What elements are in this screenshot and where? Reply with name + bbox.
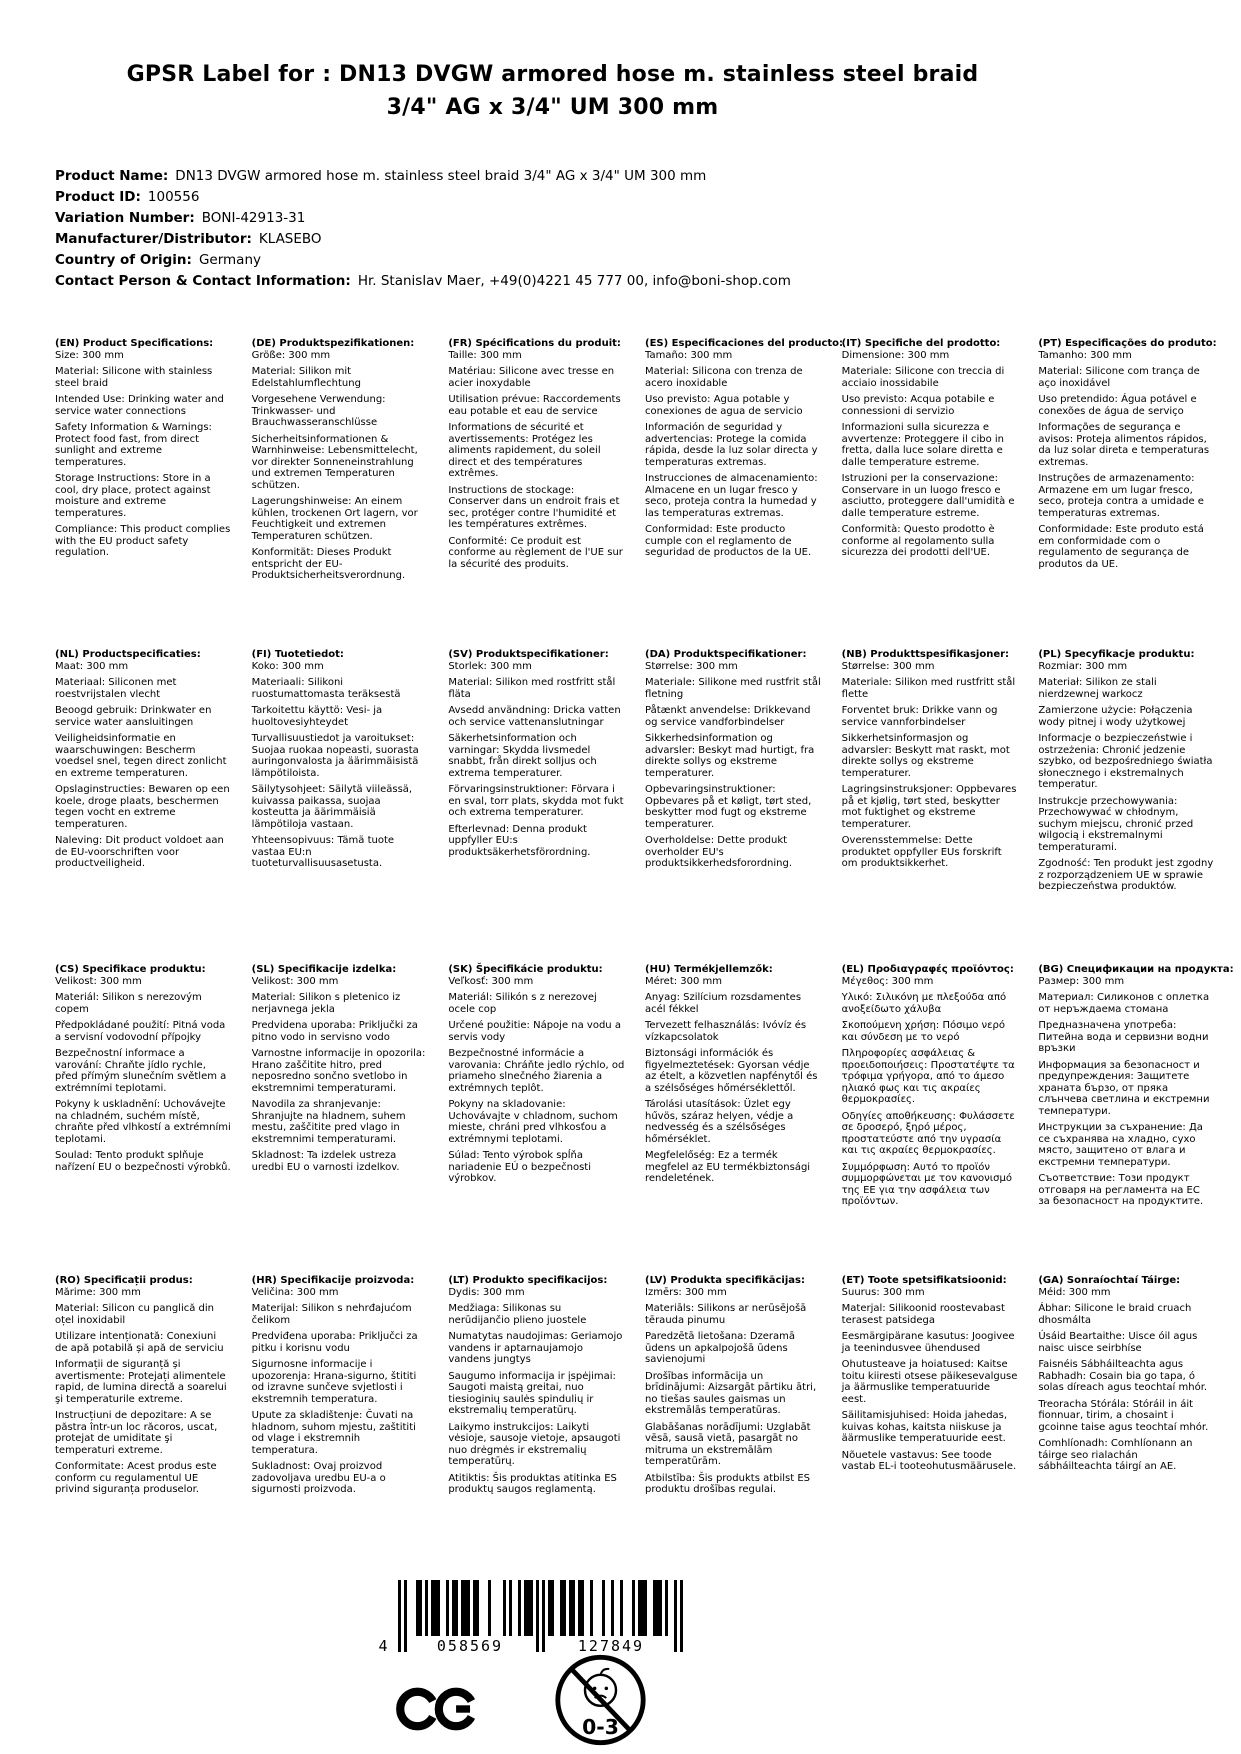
spec-line: Σκοπούμενη χρήση: Πόσιμο νερό και σύνδεση με το νερό xyxy=(841,1020,1005,1043)
spec-line: Οδηγίες αποθήκευσης: Φυλάσσετε σε δροσερό, ξηρό μέρος, προστατεύστε από την υγρασία και τις ακραίες θερμοκρασίες. xyxy=(841,1110,1015,1156)
barcode-right-digits: 127849 xyxy=(550,1637,672,1655)
spec-line: Conformidade: Este produto está em conformidade com o regulamento de segurança de produtos da UE. xyxy=(1038,524,1204,570)
product-info xyxy=(55,166,791,292)
spec-line: Größe: 300 mm xyxy=(251,349,331,361)
spec-line: Veľkosť: 300 mm xyxy=(448,975,534,987)
spec-line: Předpokládané použití: Pitná voda a servisní vodovodní přípojky xyxy=(55,1020,226,1043)
spec-line: Uso previsto: Acqua potabile e connessioni di servizio xyxy=(841,394,995,417)
spec-line: Informații de siguranță și avertismente: Protejați alimentele rapid, de lumina directă a soarelui şi temperaturile extreme. xyxy=(55,1359,227,1405)
lang-block-da xyxy=(645,649,821,893)
spec-line: Utilizare intenționată: Conexiuni de apă potabilă și apă de serviciu xyxy=(55,1331,224,1354)
spec-line: Storage Instructions: Store in a cool, dry place, protect against moisture and extreme temperatures. xyxy=(55,473,211,519)
ean-barcode xyxy=(376,1580,706,1658)
spec-line: Materiaali: Silikoni ruostumattomasta teräksestä xyxy=(251,677,401,700)
spec-line: Material: Silikon s pletenico iz nerjavnega jekla xyxy=(251,992,401,1015)
spec-line: Ohutusteave ja hoiatused: Kaitse toitu kiiresti otsese päikesevalguse ja äärmuslike temperatuuride eest. xyxy=(841,1359,1018,1405)
spec-line: Forventet bruk: Drikke vann og service vannforbindelser xyxy=(841,705,998,728)
spec-line: Instrukcje przechowywania: Przechowywać w chłodnym, suchym miejscu, chronić przed wilgocią i ekstremalnymi temperaturami. xyxy=(1038,795,1194,853)
spec-line: Velikost: 300 mm xyxy=(55,975,142,987)
spec-line: Материал: Силиконов с оплетка от неръждаема стомана xyxy=(1038,992,1210,1015)
product-field-label: Manufacturer/Distributor: xyxy=(55,231,252,247)
lang-block-title: (HU) Termékjellemzők: xyxy=(645,964,773,975)
spec-line: Skladnost: Ta izdelek ustreza uredbi EU o varnosti izdelkov. xyxy=(251,1150,400,1173)
spec-line: Overensstemmelse: Dette produktet oppfyller EUs forskrift om produktsikkerhet. xyxy=(841,835,1002,869)
lang-block-title: (SK) Špecifikácie produktu: xyxy=(448,964,603,975)
product-field-label: Contact Person & Contact Information: xyxy=(55,273,351,289)
spec-line: Størrelse: 300 mm xyxy=(645,660,738,672)
lang-block-title: (EN) Product Specifications: xyxy=(55,338,214,349)
spec-line: Medžiaga: Silikonas su nerūdijančio plieno juostele xyxy=(448,1303,587,1326)
lang-block-title: (ET) Toote spetsifikatsioonid: xyxy=(841,1275,1007,1286)
spec-line: Vorgesehene Verwendung: Trinkwasser- und Brauchwasseranschlüsse xyxy=(251,394,386,428)
barcode-system-digit: 4 xyxy=(378,1637,390,1655)
spec-line: Predvidena uporaba: Priključki za pitno vodo in servisno vodo xyxy=(251,1020,418,1043)
spec-line: Materiale: Silikon med rustfritt stål flette xyxy=(841,677,1016,700)
spec-line: Drošības informācija un brīdinājumi: Aizsargāt pārtiku ātri, no tiešas saules gaismas un ekstremālās temperatūras. xyxy=(645,1370,817,1416)
spec-line: Pokyny na skladovanie: Uchovávajte v chladnom, suchom mieste, chráni pred vlhkosťou a extrémnymi teplotami. xyxy=(448,1099,618,1145)
spec-line: Méret: 300 mm xyxy=(645,975,723,987)
lang-block-fi xyxy=(252,649,428,893)
spec-line: Material: Silikon med rostfritt stål fläta xyxy=(448,677,616,700)
spec-line: Bezpečnostné informácie a varovania: Chráňte jedlo rýchlo, od priameho slnečného žiarenia a extrémnych teplôt. xyxy=(448,1048,625,1094)
product-field-label: Product Name: xyxy=(55,168,169,184)
lang-block-title: (BG) Спецификации на продукта: xyxy=(1038,964,1234,975)
lang-block-lt xyxy=(448,1275,624,1496)
spec-line: Uso previsto: Agua potable y conexiones de agua de servicio xyxy=(645,394,803,417)
spec-line: Conformità: Questo prodotto è conforme al regolamento sulla sicurezza dei prodotti dell'UE. xyxy=(841,524,995,558)
spec-line: Nõuetele vastavus: See toode vastab EL-i tooteohutusmäärusele. xyxy=(841,1449,1017,1472)
spec-line: Material: Silicon cu panglică din oțel inoxidabil xyxy=(55,1303,214,1326)
spec-line: Sukladnost: Ovaj proizvod zadovoljava uredbu EU-a o sigurnosti proizvoda. xyxy=(251,1461,386,1495)
spec-line: Maat: 300 mm xyxy=(55,660,129,672)
spec-line: Información de seguridad y advertencias: Protege la comida rápida, desde la luz solar directa y temperaturas extremas. xyxy=(645,422,818,468)
spec-line: Tervezett felhasználás: Ivóvíz és vízkapcsolatok xyxy=(645,1020,807,1043)
spec-line: Méid: 300 mm xyxy=(1038,1286,1111,1298)
lang-block-hu xyxy=(645,964,821,1208)
spec-line: Lagerungshinweise: An einem kühlen, trockenen Ort lagern, vor Feuchtigkeit und extremen Temperaturen schützen. xyxy=(251,496,418,542)
spec-line: Instructions de stockage: Conserver dans un endroit frais et sec, protéger contre l'humidité et les températures extrêmes. xyxy=(448,484,620,530)
page-title-line2: 3/4" AG x 3/4" UM 300 mm xyxy=(386,95,719,120)
spec-line: Saugumo informacija ir įspėjimai: Saugoti maistą greitai, nuo tiesioginių saulės spindulių ir ekstremalių temperatūrų. xyxy=(448,1370,616,1416)
lang-block-title: (SL) Specifikacije izdelka: xyxy=(251,964,397,975)
lang-block-et xyxy=(842,1275,1018,1496)
spec-row-1 xyxy=(55,338,1235,582)
spec-line: Tárolási utasítások: Üzlet egy hűvös, száraz helyen, védje a nedvesség és a szélsőséges hőmérséklet. xyxy=(645,1099,794,1145)
spec-line: Instruções de armazenamento: Armazene em um lugar fresco, seco, proteja contra a umidade e temperaturas extremas. xyxy=(1038,473,1204,519)
spec-line: Sikkerhedsinformation og advarsler: Beskyt mad hurtigt, fra direkte sollys og ekstreme temperaturer. xyxy=(645,733,815,779)
lang-block-title: (PT) Especificações do produto: xyxy=(1038,338,1217,349)
spec-line: Úsáid Beartaithe: Uisce óil agus naisc uisce seirbhíse xyxy=(1038,1331,1198,1354)
spec-line: Materjal: Silikoonid roostevabast terasest patsidega xyxy=(841,1303,1005,1326)
lang-block-title: (FI) Tuotetiedot: xyxy=(251,649,344,660)
spec-line: Predviđena uporaba: Priključci za pitku i korisnu vodu xyxy=(251,1331,418,1354)
spec-line: Comhlíonadh: Comhlíonann an táirge seo rialachán sábháilteachta táirgí an AE. xyxy=(1038,1438,1193,1472)
lang-block-sv xyxy=(448,649,624,893)
spec-line: Avsedd användning: Dricka vatten och service vattenanslutningar xyxy=(448,705,621,728)
lang-block-title: (DE) Produktspezifikationen: xyxy=(251,338,415,349)
spec-line: Инструкции за съхранение: Да се съхранява на хладно, сухо място, защитено от влага и екстремни температури. xyxy=(1038,1122,1203,1168)
spec-line: Conformité: Ce produit est conforme au règlement de l'UE sur la sécurité des produits. xyxy=(448,535,623,570)
product-field-value: Hr. Stanislav Maer, +49(0)4221 45 777 00, info@boni-shop.com xyxy=(357,273,791,289)
page-title xyxy=(0,58,1105,124)
lang-block-fr xyxy=(448,338,624,582)
spec-line: Tamaño: 300 mm xyxy=(645,349,733,361)
spec-line: Atitiktis: Šis produktas atitinka ES produktų saugos reglamentą. xyxy=(448,1472,617,1495)
contact-info-row xyxy=(55,271,791,292)
spec-line: Förvaringsinstruktioner: Förvara i en sval, torr plats, skydda mot fukt och extrema temperaturer. xyxy=(448,784,624,818)
spec-line: Materiale: Silicone con treccia di acciaio inossidabile xyxy=(841,366,1005,389)
lang-block-title: (LT) Produkto specifikacijos: xyxy=(448,1275,608,1286)
lang-block-nl xyxy=(55,649,231,893)
lang-block-title: (FR) Spécifications du produit: xyxy=(448,338,621,349)
spec-line: Anyag: Szilícium rozsdamentes acél fékkel xyxy=(645,992,802,1015)
spec-line: Säkerhetsinformation och varningar: Skydda livsmedel snabbt, från direkt solljus och extrema temperaturer. xyxy=(448,733,597,779)
product-field-label: Variation Number: xyxy=(55,210,195,226)
spec-line: Materiaal: Siliconen met roestvrijstalen vlecht xyxy=(55,677,177,700)
spec-line: Materiál: Silikón s z nerezovej ocele cop xyxy=(448,992,597,1015)
spec-line: Megfelelőség: Ez a termék megfelel az EU termékbiztonsági rendeletének. xyxy=(645,1150,811,1184)
spec-line: Sicherheitsinformationen & Warnhinweise: Lebensmittelecht, vor direkter Sonneneinstrahlung und extremen Temperaturen schützen. xyxy=(251,433,418,491)
spec-line: Veličina: 300 mm xyxy=(251,1286,339,1298)
spec-line: Treoracha Stórála: Stóráil in áit fionnuar, tirim, a chosaint i gcoinne taise agus teochtaí mhór. xyxy=(1038,1398,1209,1433)
page-title-line1: GPSR Label for : DN13 DVGW armored hose m. stainless steel braid xyxy=(126,62,979,87)
country-of-origin-row xyxy=(55,250,791,271)
spec-line: Dydis: 300 mm xyxy=(448,1286,525,1298)
lang-block-title: (ES) Especificaciones del producto: xyxy=(645,338,844,349)
spec-line: Opslaginstructies: Bewaren op een koele, droge plaats, beschermen tegen vocht en extreme temperaturen. xyxy=(55,784,230,830)
lang-block-es xyxy=(645,338,844,582)
spec-line: Intended Use: Drinking water and service water connections xyxy=(55,394,224,417)
barcode-left-digits: 058569 xyxy=(409,1637,531,1655)
spec-line: Bezpečnostní informace a varování: Chraňte jídlo rychle, před přímým slunečním světlem a extrémními teplotami. xyxy=(55,1048,227,1094)
spec-line: Materijal: Silikon s nehrđajućom čelikom xyxy=(251,1303,412,1326)
spec-line: Предназначена употреба: Питейна вода и сервизни водни връзки xyxy=(1038,1020,1209,1054)
spec-line: Material: Silikon mit Edelstahlumflechtung xyxy=(251,366,361,389)
spec-line: Súlad: Tento výrobok spĺňa nariadenie EÚ o bezpečnosti výrobkov. xyxy=(448,1150,591,1184)
lang-block-nb xyxy=(842,649,1018,893)
spec-line: Sikkerhetsinformasjon og advarsler: Beskytt mat raskt, mot direkte sollys og ekstreme temperaturer. xyxy=(841,733,1010,779)
spec-line: Koko: 300 mm xyxy=(251,660,324,672)
lang-block-de xyxy=(252,338,428,582)
lang-block-lv xyxy=(645,1275,821,1496)
spec-line: Určené použitie: Nápoje na vodu a servis vody xyxy=(448,1020,621,1043)
spec-line: Overholdelse: Dette produkt overholder EU's produktsikkerhedsforordning. xyxy=(645,835,793,869)
spec-line: Biztonsági információk és figyelmeztetések: Gyorsan védje az ételt, a közvetlen napfénytől és a szélsőséges hőmérséklettől. xyxy=(645,1048,818,1094)
lang-block-ro xyxy=(55,1275,231,1496)
spec-line: Konformität: Dieses Produkt entspricht der EU-Produktsicherheitsverordnung. xyxy=(251,547,406,581)
spec-line: Sigurnosne informacije i upozorenja: Hrana-sigurno, štititi od izravne sunčeve svjetlosti i ekstremnih temperatura. xyxy=(251,1359,417,1405)
spec-line: Информация за безопасност и предупреждения: Защитете храната бързо, от пряка слънчева светлина и екстремни температури. xyxy=(1038,1059,1210,1117)
spec-line: Varnostne informacije in opozorila: Hrano zaščitite hitro, pred neposredno sončno svetlobo in ekstremnimi temperaturami. xyxy=(251,1048,426,1094)
lang-block-pl xyxy=(1038,649,1214,893)
variation-number-row xyxy=(55,208,791,229)
lang-block-title: (RO) Specificații produs: xyxy=(55,1275,193,1286)
lang-block-title: (PL) Specyfikacje produktu: xyxy=(1038,649,1195,660)
lang-block-title: (DA) Produktspecifikationer: xyxy=(645,649,807,660)
spec-line: Utilisation prévue: Raccordements eau potable et eau de service xyxy=(448,394,621,417)
spec-line: Izmērs: 300 mm xyxy=(645,1286,727,1298)
spec-line: Størrelse: 300 mm xyxy=(841,660,935,672)
spec-line: Materiál: Silikon s nerezovým copem xyxy=(55,992,202,1015)
spec-line: Efterlevnad: Denna produkt uppfyller EU:s produktsäkerhetsförordning. xyxy=(448,823,591,858)
lang-block-title: (HR) Specifikacije proizvoda: xyxy=(251,1275,415,1286)
lang-block-title: (SV) Produktspecifikationer: xyxy=(448,649,609,660)
spec-line: Navodila za shranjevanje: Shranjujte na hladnem, suhem mestu, zaščitite pred vlago in ekstremnimi temperaturami. xyxy=(251,1099,406,1145)
spec-line: Zgodność: Ten produkt jest zgodny z rozporządzeniem UE w sprawie bezpieczeństwa produktów. xyxy=(1038,858,1214,892)
spec-line: Tarkoitettu käyttö: Vesi- ja huoltovesiyhteydet xyxy=(251,705,383,728)
lang-block-title: (CS) Specifikace produktu: xyxy=(55,964,206,975)
product-field-value: 100556 xyxy=(147,189,200,205)
spec-line: Safety Information & Warnings: Protect food fast, from direct sunlight and extreme temperatures. xyxy=(55,422,212,468)
spec-line: Συμμόρφωση: Αυτό το προϊόν συμμορφώνεται με τον κανονισμό της ΕΕ για την ασφάλεια των προϊόντων. xyxy=(841,1161,1012,1207)
spec-line: Instrucțiuni de depozitare: A se păstra într-un loc răcoros, uscat, protejat de umiditate şi temperaturi extreme. xyxy=(55,1410,218,1456)
lang-block-title: (NB) Produkttspesifikasjoner: xyxy=(841,649,1010,660)
spec-line: Numatytas naudojimas: Geriamojo vandens ir aptarnaujamojo vandens jungtys xyxy=(448,1331,623,1365)
spec-line: Påtænkt anvendelse: Drikkevand og service vandforbindelser xyxy=(645,705,811,728)
spec-line: Conformitate: Acest produs este conform cu regulamentul UE privind siguranța produselor. xyxy=(55,1461,217,1495)
lang-block-pt xyxy=(1038,338,1217,582)
lang-block-it xyxy=(842,338,1018,582)
spec-line: Laikymo instrukcijos: Laikyti vėsioje, sausoje vietoje, apsaugoti nuo drėgmės ir ekstremalių temperatūrų. xyxy=(448,1421,621,1467)
spec-line: Uso pretendido: Água potável e conexões de água de serviço xyxy=(1038,394,1197,417)
spec-line: Informacje o bezpieczeństwie i ostrzeżenia: Chronić jedzenie szybko, od bezpośredniego światła słonecznego i ekstremalnych temperatur. xyxy=(1038,733,1213,790)
spec-line: Eesmärgipärane kasutus: Joogivee ja teenindusvee ühendused xyxy=(841,1331,1015,1354)
lang-block-title: (GA) Sonraíochtaí Táirge: xyxy=(1038,1275,1181,1286)
lang-block-en xyxy=(55,338,231,582)
spec-line: Conformidad: Este producto cumple con el reglamento de seguridad de productos de la UE. xyxy=(645,524,812,558)
spec-line: Material: Silicona con trenza de acero inoxidable xyxy=(645,366,803,389)
spec-line: Soulad: Tento produkt splňuje nařízení EU o bezpečnosti výrobků. xyxy=(55,1150,231,1173)
lang-block-ga xyxy=(1038,1275,1214,1496)
spec-line: Zamierzone użycie: Połączenia wody pitnej i wody użytkowej xyxy=(1038,705,1193,728)
spec-line: Informations de sécurité et avertissements: Protégez les aliments rapidement, du soleil direct et des températures extrêmes. xyxy=(448,422,601,479)
lang-block-title: (EL) Προδιαγραφές προϊόντος: xyxy=(841,964,1014,975)
spec-line: Glabāšanas norādījumi: Uzglabāt vēsā, sausā vietā, pasargāt no mitruma un ekstremālām temperatūrām. xyxy=(645,1421,811,1467)
lang-block-title: (IT) Specifiche del prodotto: xyxy=(841,338,1001,349)
spec-line: Istruzioni per la conservazione: Conservare in un luogo fresco e asciutto, proteggere dall'umidità e dalle temperature estreme. xyxy=(841,473,1015,519)
lang-block-cs xyxy=(55,964,231,1208)
spec-line: Materiał: Silikon ze stali nierdzewnej warkocz xyxy=(1038,677,1157,700)
spec-line: Πληροφορίες ασφάλειας & προειδοποιήσεις: Προστατέψτε τα τρόφιμα γρήγορα, από το άμεσο ηλιακό φως και τις ακραίες θερμοκρασίες. xyxy=(841,1048,1015,1105)
spec-line: Compliance: This product complies with the EU product safety regulation. xyxy=(55,524,231,558)
product-field-value: BONI-42913-31 xyxy=(201,210,306,226)
spec-line: Säilitamisjuhised: Hoida jahedas, kuivas kohas, kaitsta niiskuse ja äärmuslike temperatuuride eest. xyxy=(841,1410,1008,1444)
lang-block-hr xyxy=(252,1275,428,1496)
spec-line: Material: Silicone com trança de aço inoxidável xyxy=(1038,366,1200,389)
spec-line: Upute za skladištenje: Čuvati na hladnom, suhom mjestu, zaštititi od vlage i ekstremnih temperatura. xyxy=(251,1410,416,1456)
spec-line: Materiāls: Silikons ar nerūsējošā tērauda pinumu xyxy=(645,1303,807,1326)
spec-line: Paredzētā lietošana: Dzeramā ūdens un apkalpojošā ūdens savienojumi xyxy=(645,1331,796,1365)
lang-block-sk xyxy=(448,964,624,1208)
spec-line: Ábhar: Silicone le braid cruach dhosmálta xyxy=(1038,1303,1192,1326)
lang-block-title: (LV) Produkta specifikācijas: xyxy=(645,1275,805,1286)
spec-line: Säilytysohjeet: Säilytä viileässä, kuivassa paikassa, suojaa kosteutta ja äärimmäisiä lämpötiloja vastaan. xyxy=(251,784,413,830)
spec-line: Opbevaringsinstruktioner: Opbevares på et køligt, tørt sted, beskytter mod fugt og ekstreme temperaturer. xyxy=(645,784,812,830)
spec-line: Tamanho: 300 mm xyxy=(1038,349,1132,361)
spec-line: Lagringsinstruksjoner: Oppbevares på et kjølig, tørt sted, beskytter mot fuktighet og ekstreme temperaturer. xyxy=(841,784,1017,830)
lang-block-title: (NL) Productspecificaties: xyxy=(55,649,201,660)
spec-line: Storlek: 300 mm xyxy=(448,660,532,672)
spec-line: Съответствие: Този продукт отговаря на регламента на ЕС за безопасност на продуктите. xyxy=(1038,1173,1204,1207)
product-field-value: Germany xyxy=(198,252,261,268)
spec-line: Υλικό: Σιλικόνη με πλεξούδα από ανοξείδωτο χάλυβα xyxy=(841,992,1007,1015)
product-id-row xyxy=(55,187,791,208)
spec-line: Taille: 300 mm xyxy=(448,349,522,361)
spec-line: Faisnéis Sábháilteachta agus Rabhadh: Cosain bia go tapa, ó solas díreach agus teochtaí mhór. xyxy=(1038,1359,1208,1393)
spec-line: Beoogd gebruik: Drinkwater en service water aansluitingen xyxy=(55,705,212,728)
spec-line: Velikost: 300 mm xyxy=(251,975,339,987)
spec-line: Instrucciones de almacenamiento: Almacene en un lugar fresco y seco, proteja contra la humedad y las temperaturas extremas. xyxy=(645,473,818,519)
spec-line: Turvallisuustiedot ja varoitukset: Suojaa ruokaa nopeasti, suorasta auringonvalosta ja äärimmäisistä lämpötiloista. xyxy=(251,733,419,779)
lang-block-bg xyxy=(1038,964,1234,1208)
spec-line: Suurus: 300 mm xyxy=(841,1286,925,1298)
spec-line: Mărime: 300 mm xyxy=(55,1286,141,1298)
product-name-row xyxy=(55,166,791,187)
age-warning-label: 0-3 xyxy=(582,1714,619,1739)
spec-line: Size: 300 mm xyxy=(55,349,124,361)
spec-row-4 xyxy=(55,1275,1235,1496)
lang-block-sl xyxy=(252,964,428,1208)
spec-row-3 xyxy=(55,964,1235,1208)
age-warning-icon xyxy=(552,1650,649,1750)
spec-line: Naleving: Dit product voldoet aan de EU-voorschriften voor productveiligheid. xyxy=(55,835,224,869)
spec-line: Informazioni sulla sicurezza e avvertenze: Proteggere il cibo in fretta, dalla luce solare diretta e dalle temperature estreme. xyxy=(841,422,1005,468)
lang-block-el xyxy=(842,964,1018,1208)
spec-line: Materiale: Silikone med rustfrit stål fletning xyxy=(645,677,821,700)
spec-line: Material: Silicone with stainless steel braid xyxy=(55,366,213,389)
spec-line: Μέγεθος: 300 mm xyxy=(841,975,934,987)
product-field-label: Country of Origin: xyxy=(55,252,192,268)
spec-line: Dimensione: 300 mm xyxy=(841,349,950,361)
spec-line: Veiligheidsinformatie en waarschuwingen: Bescherm voedsel snel, tegen direct zonlicht en extreme temperaturen. xyxy=(55,733,227,779)
product-field-value: DN13 DVGW armored hose m. stainless steel braid 3/4" AG x 3/4" UM 300 mm xyxy=(175,168,707,184)
product-field-label: Product ID: xyxy=(55,189,141,205)
spec-line: Yhteensopivuus: Tämä tuote vastaa EU:n tuoteturvallisuusasetusta. xyxy=(251,835,395,869)
spec-row-2 xyxy=(55,649,1235,893)
spec-line: Размер: 300 mm xyxy=(1038,975,1125,987)
ce-mark-icon xyxy=(395,1686,481,1732)
spec-line: Atbilstība: Šis produkts atbilst ES produktu drošības regulai. xyxy=(645,1472,811,1495)
spec-line: Informações de segurança e avisos: Proteja alimentos rápidos, da luz solar direta e temperaturas extremas. xyxy=(1038,422,1210,468)
product-field-value: KLASEBO xyxy=(258,231,322,247)
spec-line: Pokyny k uskladnění: Uchovávejte na chladném, suchém místě, chraňte před vlhkostí a extrémními teplotami. xyxy=(55,1099,231,1145)
spec-line: Matériau: Silicone avec tresse en acier inoxydable xyxy=(448,366,615,389)
manufacturer-row xyxy=(55,229,791,250)
spec-line: Rozmiar: 300 mm xyxy=(1038,660,1128,672)
